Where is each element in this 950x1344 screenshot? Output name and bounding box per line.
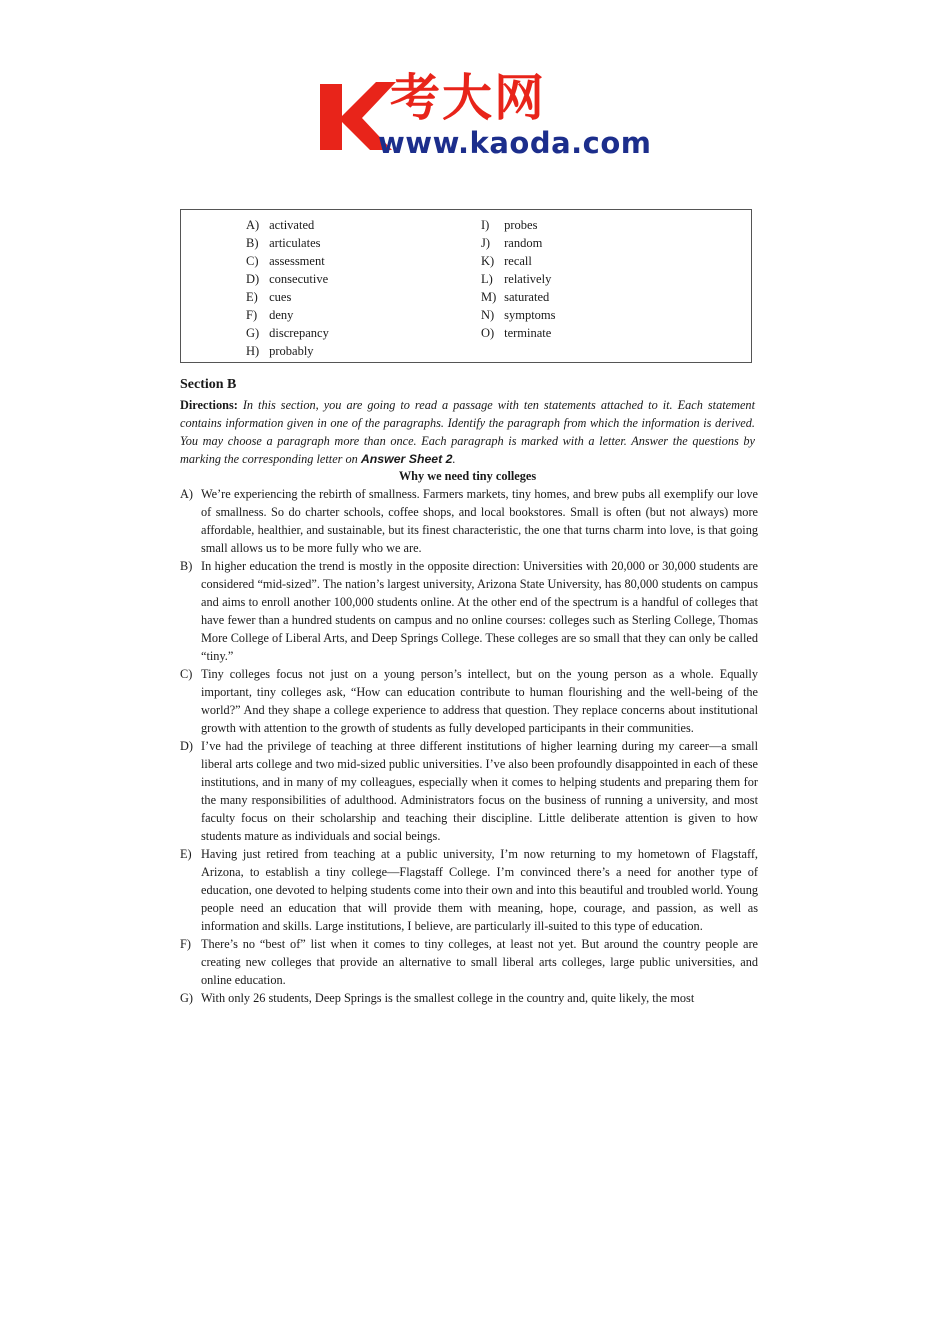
word-option: N) symptoms <box>481 308 556 322</box>
paragraph <box>180 485 758 557</box>
word-option: E) cues <box>246 290 292 304</box>
answer-sheet-label: Answer Sheet 2 <box>360 452 453 466</box>
paragraph-text: There’s no “best of” list when it comes to tiny colleges, at least not yet. But around the country people are creating new colleges that provide an alternative to small liberal arts colleges, large public universities, and online education. <box>201 937 758 987</box>
paragraph <box>180 557 758 665</box>
paragraph-text: We’re experiencing the rebirth of smallness. Farmers markets, tiny homes, and brew pubs all exemplify our love of smallness. So do charter schools, coffee shops, and local bookstores. Small is often (but not always) more affordable, healthier, and sustainable, but its finest characteristic, the one that turns charm into love, is that going small allows us to be more fully who we are. <box>201 487 758 555</box>
paragraph-letter: B) <box>180 559 193 573</box>
paragraph <box>180 935 758 989</box>
directions-label: Directions: <box>180 398 238 412</box>
paragraph-text: I’ve had the privilege of teaching at three different institutions of higher learning during my career—a small liberal arts college and two mid-sized public universities. I’ve also been profoundly disappointed in each of these institutions, and in many of my colleagues, especially when it comes to helping students and preparing them for the many responsibilities of adulthood. Administrators focus on the business of running a university, and most faculty focus on their scholarship and teaching their discipline. Little deliberate attention is given to how students mature as individuals and social beings. <box>201 739 758 843</box>
directions-body: In this section, you are going to read a passage with ten statements attached to it. Each statement contains information given in one of the paragraphs. Identify the paragraph from which the information is derived. You may choose a paragraph more than once. Each paragraph is marked with a letter. Answer the questions by marking the corresponding letter on <box>180 398 755 466</box>
word-option: A) activated <box>246 218 315 232</box>
word-option: B) articulates <box>246 236 321 250</box>
paragraph-text: In higher education the trend is mostly in the opposite direction: Universities with 20,000 or 30,000 students are considered “mid-sized”. The nation’s largest university, Arizona State University, has 80,000 students on campus and aims to enroll another 100,000 students online. At the other end of the spectrum is a handful of colleges that have fewer than a hundred students on campus and no online courses: colleges such as Sterling College, Thomas More College of Liberal Arts, and Deep Springs College. These colleges are so small that they can only be called “tiny.” <box>201 559 758 663</box>
logo-chinese-text: 考大网 <box>390 69 546 127</box>
paragraph-text: Having just retired from teaching at a public university, I’m now returning to my hometown of Flagstaff, Arizona, to establish a tiny college—Flagstaff College. I’m convinced there’s a need for another type of education, one devoted to helping students come into their own and into this beautiful and troubled world. Young people need an education that will provide them with meaning, hope, courage, and passion, as well as information and skills. Large institutions, I believe, are particularly ill-suited to this type of education. <box>201 847 758 933</box>
word-option: H) probably <box>246 344 314 358</box>
paragraph-letter: E) <box>180 847 192 861</box>
kaoda-logo <box>318 69 652 165</box>
paragraph-letter: C) <box>180 667 193 681</box>
paragraph-letter: F) <box>180 937 191 951</box>
word-bank-left-column <box>246 216 329 360</box>
section-title: Section B <box>180 377 237 392</box>
logo-url-text: www.kaoda.com <box>378 126 652 160</box>
paragraph-text: With only 26 students, Deep Springs is the smallest college in the country and, quite likely, the most <box>201 991 695 1005</box>
paragraph <box>180 737 758 845</box>
word-option: O) terminate <box>481 326 552 340</box>
word-option: F) deny <box>246 308 294 322</box>
word-option: J) random <box>481 236 543 250</box>
word-option: L) relatively <box>481 272 552 286</box>
word-option: G) discrepancy <box>246 326 329 340</box>
word-option: K) recall <box>481 254 532 268</box>
directions-text: Directions: In this section, you are going to read a passage with ten statements attached to it. Each statement contains information given in one of the paragraphs. Identify the paragraph from which the information is derived. You may choose a paragraph more than once. Each paragraph is marked with a letter. Answer the questions by marking the corresponding letter on Answer Sheet 2. <box>180 398 755 466</box>
word-option: D) consecutive <box>246 272 329 286</box>
word-bank-box <box>180 209 752 363</box>
paragraph-text: Tiny colleges focus not just on a young person’s intellect, but on the young person as a whole. Equally important, tiny colleges ask, “How can education contribute to human flourishing and the well-being of the world?” And they shape a college experience to address that question. They replace concerns about institutional growth with attention to the growth of students as fully developed participants in their communities. <box>201 667 758 735</box>
paragraph-letter: A) <box>180 487 193 501</box>
word-bank-right-column <box>481 216 556 342</box>
paragraph-letter: D) <box>180 739 193 753</box>
passage <box>180 485 758 1007</box>
word-option: C) assessment <box>246 254 325 268</box>
word-option: M) saturated <box>481 290 550 304</box>
word-option: I) probes <box>481 218 538 232</box>
paragraph <box>180 989 758 1007</box>
paragraph <box>180 665 758 737</box>
paragraph-letter: G) <box>180 991 193 1005</box>
paragraph <box>180 845 758 935</box>
passage-title: Why we need tiny colleges <box>398 469 537 483</box>
